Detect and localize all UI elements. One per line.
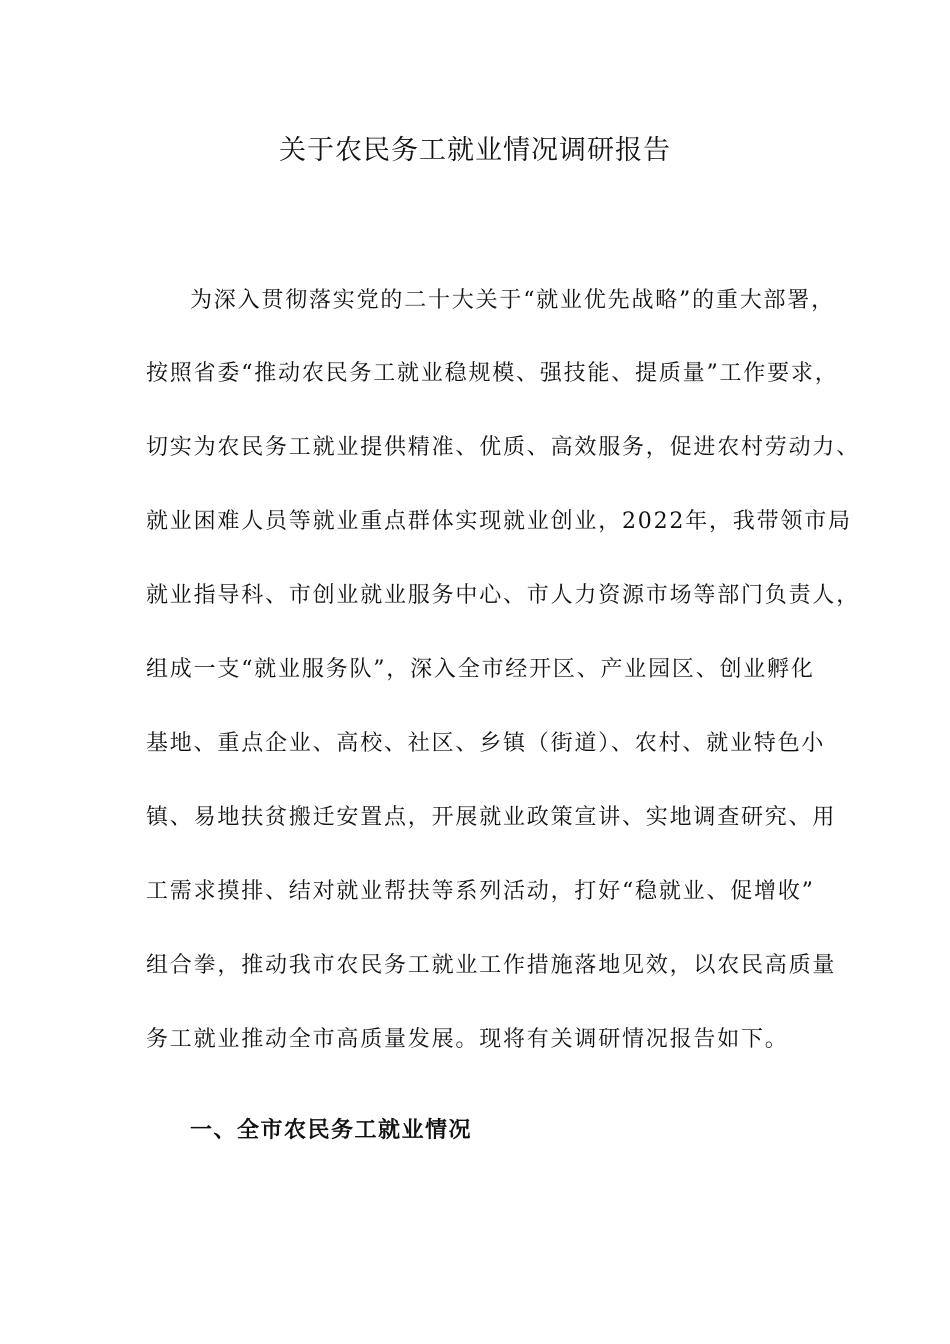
document-title: 关于农民务工就业情况调研报告	[279, 135, 671, 166]
section-heading: 一、全市农民务工就业情况	[190, 1118, 473, 1143]
paragraph-line: 镇、易地扶贫搬迁安置点，开展就业政策宣讲、实地调查研究、用	[146, 805, 837, 830]
paragraph-line: 组成一支“就业服务队”，深入全市经开区、产业园区、创业孵化	[146, 657, 815, 682]
paragraph-line: 基地、重点企业、高校、社区、乡镇（街道）、农村、就业特色小	[146, 731, 826, 756]
paragraph-line: 就业指导科、市创业就业服务中心、市人力资源市场等部门负责人，	[146, 583, 861, 608]
paragraph-line: 按照省委“推动农民务工就业稳规模、强技能、提质量”工作要求，	[146, 361, 839, 386]
paragraph-line: 就业困难人员等就业重点群体实现就业创业，2022年，我带领市局	[146, 509, 852, 534]
paragraph-line: 务工就业推动全市高质量发展。现将有关调研情况报告如下。	[146, 1027, 789, 1052]
paragraph-line: 工需求摸排、结对就业帮扶等系列活动，打好“稳就业、促增收”	[146, 879, 815, 904]
paragraph-line: 组合拳，推动我市农民务工就业工作措施落地见效，以农民高质量	[146, 953, 837, 978]
paragraph-line: 切实为农民务工就业提供精准、优质、高效服务，促进农村劳动力、	[146, 435, 861, 460]
paragraph-line: 为深入贯彻落实党的二十大关于“就业优先战略”的重大部署，	[190, 288, 835, 313]
